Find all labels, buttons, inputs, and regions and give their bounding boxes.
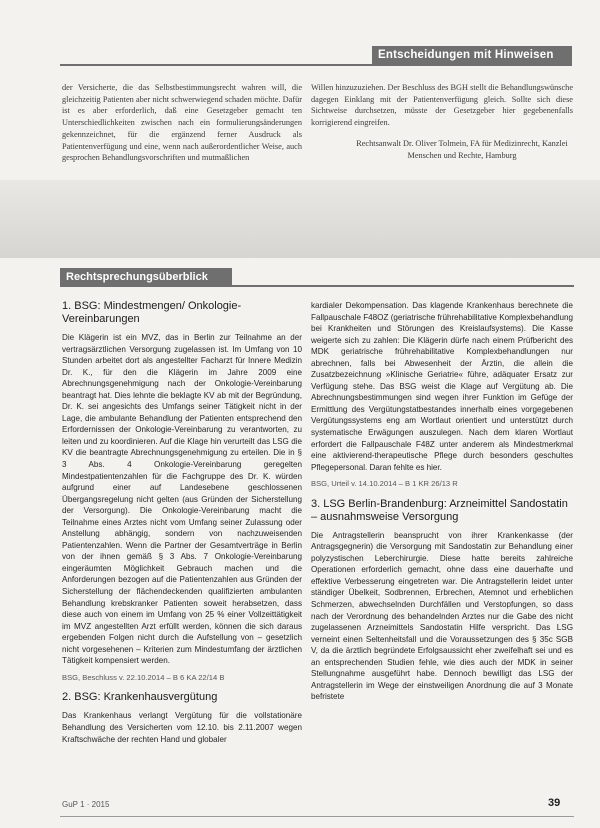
section-rule (60, 285, 574, 287)
article-1-citation: BSG, Beschluss v. 22.10.2014 – B 6 KA 22/14 B (62, 672, 225, 682)
section-title-banner: Rechtsprechungsüberblick (60, 268, 232, 285)
author-signature: Rechtsanwalt Dr. Oliver Tolmein, FA für Medizinrecht, Kanzlei Menschen und Rechte, Hamburg (356, 138, 568, 160)
right-column (311, 300, 573, 703)
header-rule (60, 64, 572, 66)
journal-footer: GuP 1 · 2015 (62, 800, 110, 809)
continuation-left-text: der Versicherte, die das Selbstbestimmungsrecht wahren will, die gleichzeitig Patienten aber nicht schwerwiegend schaden möchte. Dafür ist es aber erforderlich, daß eine Gesetzgeber gemacht ten Unterschiedlichkeiten zwischen nach ein formulierungsänderungen gekennzeichnet, für die ergänzend ferner Ausdruck als Patientenverfügung und eine, wenn nach außerordentlicher Weise, auch gesprochen Behandlungsvorschriften und mutmaßlichen (62, 83, 302, 163)
continuation-right-text: Willen hinzuzuziehen. Der Beschluss des BGH stellt die Behandlungswünsche dagegen Einklang mit der Patientenverfügung gleich. Sollte sich diese Sichtweise durchsetzen, müsste der Gesetzgeber hier gegebenenfalls korrigierend eingreifen. (311, 83, 573, 128)
section-header-banner: Entscheidungen mit Hinweisen (372, 46, 572, 64)
continuation-left-column (62, 82, 302, 164)
grey-band-divider (0, 180, 600, 258)
article-3-heading: 3. LSG Berlin-Brandenburg: Arzneimittel Sandostatin – ausnahmsweise Versorgung (311, 497, 568, 523)
page-number: 39 (548, 797, 561, 809)
left-column (62, 300, 302, 745)
article-2-body-cont: kardialer Dekompensation. Das klagende Krankenhaus berechnete die Fallpauschale F48OZ (geriatrische frührehabilitative Komplexbehandlung bei Krankheiten und Störungen des Kreislaufsystems). Die Kasse weigerte sich zu zahlen: Die Klägerin dürfe nach einem Prüfbericht des MDK geriatrische frührehabilitative Komplexbehandlungen nur abrechnen, falls bei Abwesenheit der Ärztin, die allein die Zusatzbezeichnung »Klinische Geriatrie« führe, adäquater Ersatz zur Verfügung stehe. Das BSG weist die Klage auf Vergütung ab. Die Abrechnungsbestimmungen sind wegen ihrer Funktion im Gefüge der Ermittlung des Vergütungstatbestandes innerhalb eines vorgegebenen Vergütungssystems eng am Wortlaut orientiert und unterstützt durch systematische Erwägungen auszulegen. Nach dem klaren Wortlaut erfordert die Fallpauschale F48Z unter anderem als Mindestmerkmal eine aktivierend-therapeutische Pflege durch besonders geschultes Pflegepersonal. Daran fehlte es hier. (311, 301, 573, 472)
continuation-right-column (311, 82, 573, 161)
article-2-heading: 2. BSG: Krankenhausvergütung (62, 691, 218, 704)
footer-rule (60, 816, 574, 817)
article-3-body: Die Antragstellerin beansprucht von ihrer Krankenkasse (der Antragsgegnerin) die Versorgung mit Sandostatin zur Behandlung einer polyzystischen Leberchirurgie. Diese hatte bereits zahlreiche Operationen erforderlich gemacht, ohne dass eine dauerhafte und effektive Verbesserung eingetreten war. Die Antragstellerin leidet unter ständiger Übelkeit, Sodbrennen, Erbrechen, Atemnot und erheblichen Schmerzen, abwechselnden Durchfällen und Verstopfungen, so dass nach der Verordnung des behandelnden Arztes nur die Gabe des nicht zugelassenen Arzneimittels Sandostatin Hilfe verspricht. Das LSG verneint einen Seltenheitsfall und die Voraussetzungen des § 35c SGB V, da die ärztlich begründete Erfolgsaussicht eher zweifelhaft sei und es an entsprechenden Studien fehle, wie dies auch der MDK in seiner Stellungnahme ausgeführt habe. Dennoch bewilligt das LSG der Antragstellerin im Wege der einstweiligen Anordnung die auf 3 Monate befristete (311, 530, 573, 702)
article-2-body-start: Das Krankenhaus verlangt Vergütung für die vollstationäre Behandlung des Versicherten vom 12.10. bis 2.11.2007 wegen Kraftschwäche der rechten Hand und globaler (62, 711, 302, 744)
article-2-citation: BSG, Urteil v. 14.10.2014 – B 1 KR 26/13 R (311, 479, 458, 489)
article-1-body: Die Klägerin ist ein MVZ, das in Berlin zur Teilnahme an der vertragsärztlichen Versorgung zugelassen ist. Im Umfang von 10 Stunden arbeitet dort als angestellter Facharzt für Innere Medizin Dr. K., für den die Klägerin im Jahre 2009 eine Abrechnungsgenehmigung nach der Onkologie-Vereinbarung beantragt hat. Dies lehnte die beklagte KV ab mit der Begründung, Dr. K. sei angesichts des Umfangs seiner Tätigkeit nicht in der Lage, die ambulante Behandlung der Patienten entsprechend den Erfordernissen der Onkologie-Vereinbarung zu verantworten, zu leiten und zu koordinieren. Auf die Klage hin verurteilt das LSG die KV die beantragte Abrechnungsgenehmigung zu erteilen. Die in § 3 Abs. 4 Onkologie-Vereinbarung geregelten Mindestpatientenzahlen für die Fachgruppe des Dr. K. würden aufgrund einer auf Landesebene geschlossenen Übergangsregelung nicht gelten (aus Gründen der Sicherstellung der Versorgung). Die Onkologie-Vereinbarung macht die Teilnahme eines Arztes nicht vom Umfang seiner Zulassung oder Anstellung abhängig, sondern von nachzuweisenden Patientenzahlen. Wenn die Partner der Gesamtverträge in Berlin von der ihnen gemäß § 3 Abs. 7 Onkologie-Vereinbarung eingeräumten Möglichkeit Gebrauch machen und die Anforderungen bezogen auf die Patientenzahlen aus Gründen der Sicherstellung der flächendeckenden qualifizierten ambulanten Behandlung krebskranker Patienten soweit herabsetzen, dass diese auch von einem im Umfang von 25 % einer Vollzeittätigkeit im MVZ angestellten Arzt erfüllt werden, können die sich daraus ergebenden Folgen nicht durch die Aufstellung von – gesetzlich nicht vorgesehenen – Kriterien zum Mindestumfang der ärztlichen Tätigkeit kompensiert werden. (62, 333, 302, 666)
article-1-heading: 1. BSG: Mindestmengen/ Onkologie-Vereinbarungen (62, 300, 242, 325)
